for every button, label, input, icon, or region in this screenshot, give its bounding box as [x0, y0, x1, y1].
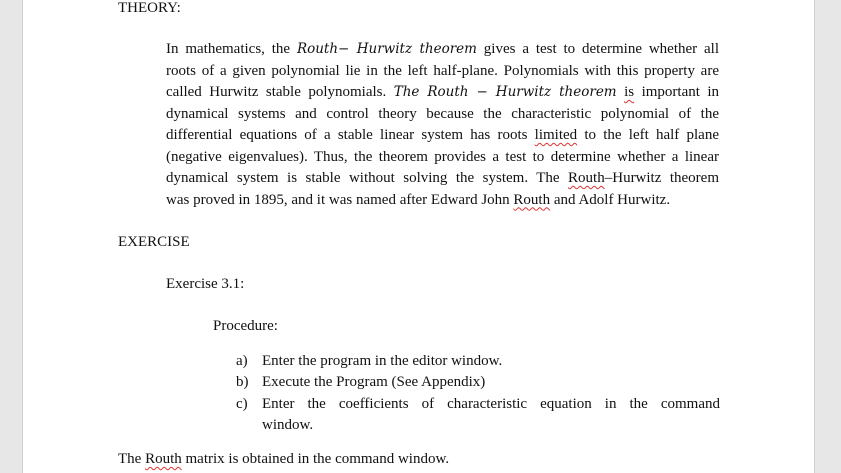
exercise-heading: EXERCISE	[118, 234, 190, 250]
procedure-list	[236, 351, 720, 437]
spelling-flag[interactable]: Routh	[145, 451, 182, 467]
exercise-subheading: Exercise 3.1:	[166, 276, 245, 292]
paragraph-line: was proved in 1895, and it was named after Edward John Routh and Adolf Hurwitz.	[166, 191, 671, 208]
list-item: a) Enter the program in the editor window.	[236, 353, 503, 369]
grammar-flag[interactable]: limited	[534, 127, 578, 143]
list-item: c) Enter the coefficients of characteristic equation in the command window.	[236, 395, 720, 434]
spelling-flag[interactable]: Routh	[513, 191, 551, 208]
theory-heading: THEORY:	[118, 0, 181, 16]
procedure-label: Procedure:	[213, 318, 278, 334]
paragraph-line: roots of a given polynomial lie in the left half-plane. Polynomials with this property are	[166, 62, 719, 79]
paragraph-line: called Hurwitz stable polynomials. The Routh − Hurwitz theorem is important in	[166, 84, 720, 100]
math-expression: Routh− Hurwitz theorem	[296, 41, 477, 57]
spelling-flag[interactable]: Routh	[568, 170, 605, 186]
paragraph-line: dynamical system is stable without solving the system. The Routh–Hurwitz theorem	[166, 170, 719, 186]
document-page	[22, 0, 815, 473]
paragraph-line: (negative eigenvalues). Thus, the theorem provides a test to determine whether a linear	[166, 148, 719, 165]
math-expression: The Routh − Hurwitz theorem	[393, 84, 617, 100]
paragraph-line: differential equations of a stable linear system has roots limited to the left half plane	[166, 127, 719, 143]
grammar-flag[interactable]: is	[624, 84, 635, 100]
paragraph-line: dynamical systems and control theory because the characteristic polynomial of the	[166, 105, 719, 122]
paragraph-line: In mathematics, the Routh− Hurwitz theorem gives a test to determine whether all	[166, 41, 719, 57]
list-item: b) Execute the Program (See Appendix)	[236, 374, 486, 391]
theory-paragraph	[166, 39, 719, 211]
result-sentence: The Routh matrix is obtained in the command window.	[118, 451, 450, 467]
